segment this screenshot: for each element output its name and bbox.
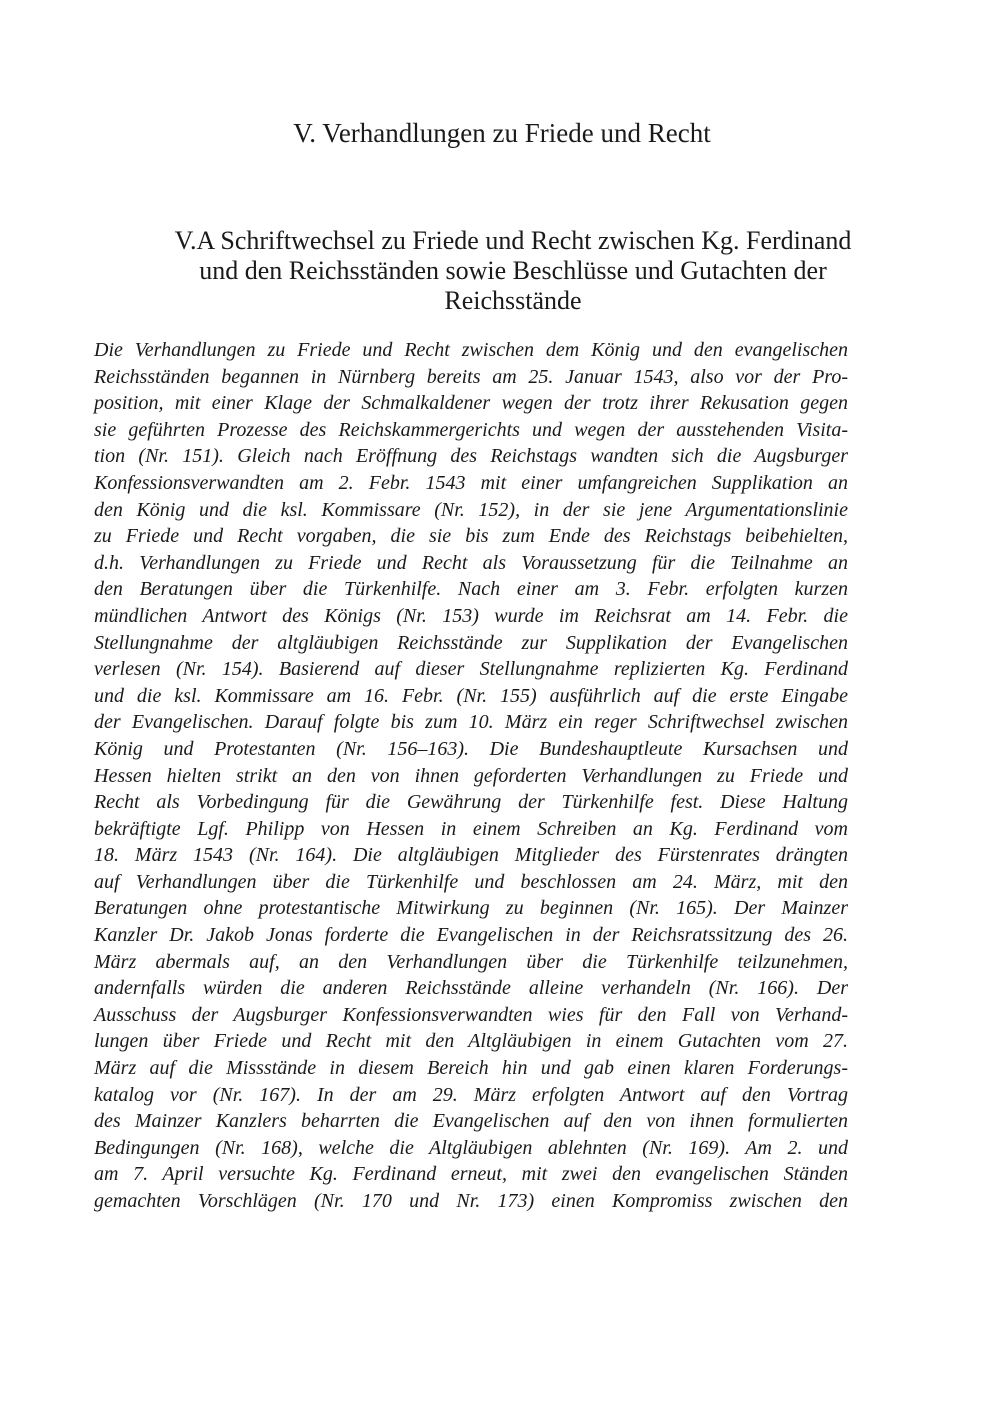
- body-line: und die ksl. Kommissare am 16. Febr. (Nr. 155) ausführlich auf die erste Eingabe: [94, 684, 848, 707]
- body-line: 18. März 1543 (Nr. 164). Die altgläubigen Mitglieder des Fürstenrates drängten: [94, 844, 848, 867]
- body-line: März abermals auf, an den Verhandlungen über die Türkenhilfe teilzunehmen,: [94, 950, 848, 973]
- body-line: Reichsständen begannen in Nürnberg bereits am 25. Januar 1543, also vor der Pro-: [94, 365, 848, 388]
- body-line: Bedingungen (Nr. 168), welche die Altgläubigen ablehnten (Nr. 169). Am 2. und: [94, 1136, 848, 1159]
- body-line: gemachten Vorschlägen (Nr. 170 und Nr. 173) einen Kompromiss zwischen den: [94, 1190, 848, 1212]
- body-line: der Evangelischen. Darauf folgte bis zum 10. März ein reger Schriftwechsel zwischen: [94, 711, 848, 734]
- body-line: auf Verhandlungen über die Türkenhilfe und beschlossen am 24. März, mit den: [94, 870, 848, 893]
- chapter-title: V. Verhandlungen zu Friede und Recht: [293, 118, 711, 148]
- body-line: Kanzler Dr. Jakob Jonas forderte die Evangelischen in der Reichsratssitzung des 26.: [94, 924, 848, 947]
- body-line: katalog vor (Nr. 167). In der am 29. März erfolgten Antwort auf den Vortrag: [94, 1083, 848, 1106]
- body-line: zu Friede und Recht vorgaben, die sie bis zum Ende des Reichstags beibehielten,: [94, 525, 848, 548]
- section-title: [92, 226, 934, 316]
- section-title-line: V.A Schriftwechsel zu Friede und Recht zwischen Kg. Ferdinand: [174, 226, 852, 255]
- body-line: position, mit einer Klage der Schmalkaldener wegen der trotz ihrer Rekusation gegen: [94, 392, 848, 415]
- body-line: Die Verhandlungen zu Friede und Recht zwischen dem König und den evangelischen: [94, 339, 848, 361]
- body-line: Beratungen ohne protestantische Mitwirkung zu beginnen (Nr. 165). Der Mainzer: [94, 897, 848, 920]
- body-line: tion (Nr. 151). Gleich nach Eröffnung des Reichstags wandten sich die Augsburger: [94, 445, 848, 468]
- section-title-line: und den Reichsständen sowie Beschlüsse und Gutachten der: [199, 256, 827, 285]
- body-line: mündlichen Antwort des Königs (Nr. 153) wurde im Reichsrat am 14. Febr. die: [94, 604, 848, 627]
- body-paragraph: [94, 337, 848, 1215]
- body-line: den König und die ksl. Kommissare (Nr. 152), in der sie jene Argumentationslinie: [94, 498, 848, 521]
- body-line: lungen über Friede und Recht mit den Altgläubigen in einem Gutachten vom 27.: [94, 1030, 848, 1053]
- body-line: andernfalls würden die anderen Reichsstände alleine verhandeln (Nr. 166). Der: [94, 977, 848, 1000]
- body-line: verlesen (Nr. 154). Basierend auf dieser Stellungnahme replizierten Kg. Ferdinand: [94, 658, 848, 681]
- body-line: sie geführten Prozesse des Reichskammergerichts und wegen der ausstehenden Visita-: [94, 418, 848, 441]
- body-line: Recht als Vorbedingung für die Gewährung der Türkenhilfe fest. Diese Haltung: [94, 791, 848, 814]
- body-line: Ausschuss der Augsburger Konfessionsverwandten wies für den Fall von Verhand-: [94, 1003, 848, 1026]
- body-line: König und Protestanten (Nr. 156–163). Die Bundeshauptleute Kursachsen und: [94, 737, 848, 760]
- body-line: Konfessionsverwandten am 2. Febr. 1543 mit einer umfangreichen Supplikation an: [94, 471, 848, 494]
- body-line: am 7. April versuchte Kg. Ferdinand erneut, mit zwei den evangelischen Ständen: [94, 1163, 848, 1186]
- body-line: d.h. Verhandlungen zu Friede und Recht als Voraussetzung für die Teilnahme an: [94, 551, 848, 574]
- body-line: Stellungnahme der altgläubigen Reichsstände zur Supplikation der Evangelischen: [94, 631, 848, 654]
- body-line: bekräftigte Lgf. Philipp von Hessen in einem Schreiben an Kg. Ferdinand vom: [94, 817, 848, 840]
- body-line: Hessen hielten strikt an den von ihnen geforderten Verhandlungen zu Friede und: [94, 764, 848, 787]
- body-line: des Mainzer Kanzlers beharrten die Evangelischen auf den von ihnen formulierten: [94, 1110, 848, 1133]
- body-line: den Beratungen über die Türkenhilfe. Nach einer am 3. Febr. erfolgten kurzen: [94, 578, 848, 601]
- body-line: März auf die Missstände in diesem Bereich hin und gab einen klaren Forderungs-: [94, 1057, 848, 1080]
- section-title-line: Reichsstände: [444, 286, 582, 315]
